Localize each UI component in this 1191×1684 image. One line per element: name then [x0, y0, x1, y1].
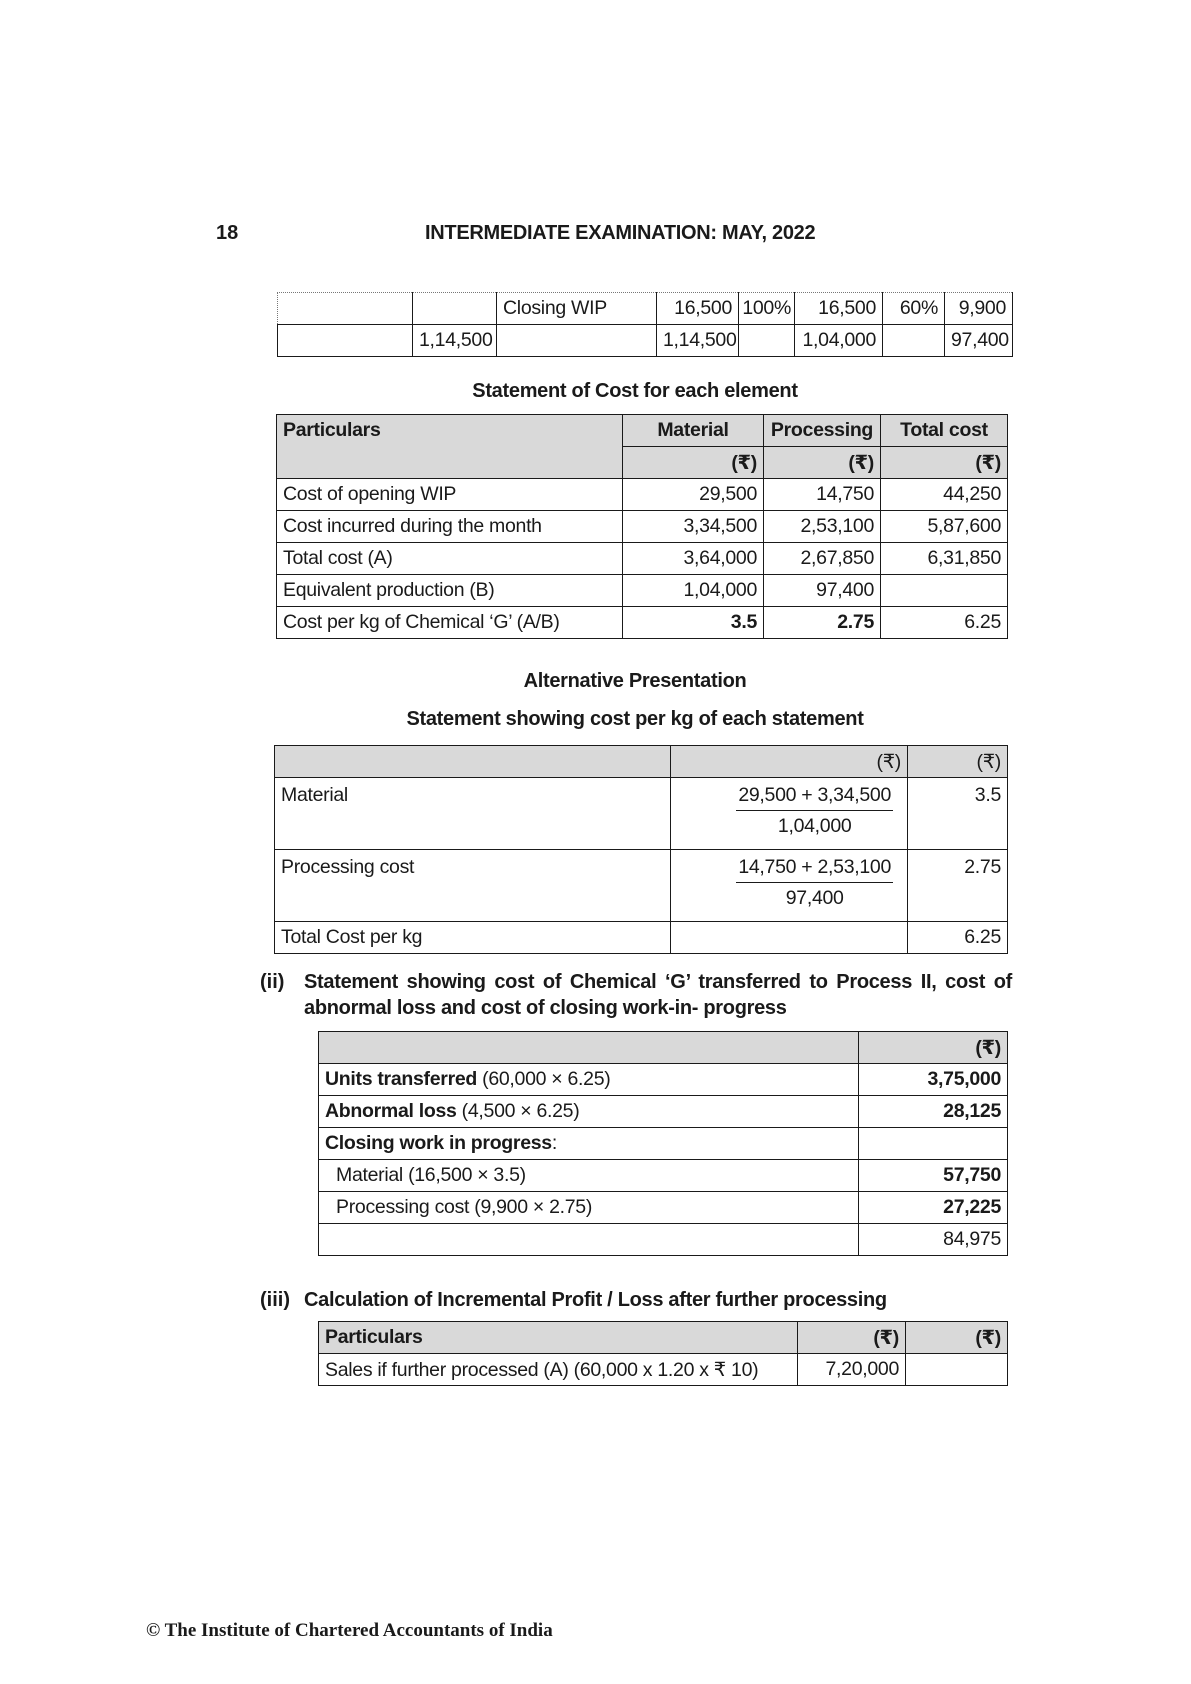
unit-label: (₹) [906, 1322, 1008, 1354]
table-cell: 44,250 [881, 479, 1008, 511]
table-cell: 1,14,500 [657, 325, 739, 357]
column-header-particulars: Particulars [277, 415, 623, 479]
table-row [319, 1224, 1008, 1256]
column-header-total-cost: Total cost [881, 415, 1008, 447]
table-cell: 60% [883, 293, 945, 325]
row-label [319, 1128, 859, 1160]
row-label: Processing cost (9,900 × 2.75) [319, 1192, 859, 1224]
row-label-bold: Closing work in progress [325, 1132, 552, 1154]
table-row [277, 543, 1008, 575]
cost-statement-table [276, 414, 1008, 639]
alternative-subheading: Statement showing cost per kg of each statement [406, 708, 864, 730]
row-label: Material (16,500 × 3.5) [319, 1160, 859, 1192]
alternative-table [274, 745, 1008, 954]
table-cell [275, 746, 671, 778]
row-label: Total cost (A) [277, 543, 623, 575]
table-cell: 3,64,000 [623, 543, 764, 575]
row-label-detail: (60,000 × 6.25) [477, 1068, 611, 1090]
table-cell: 97,400 [764, 575, 881, 607]
table-cell: 27,225 [859, 1192, 1008, 1224]
unit-label: (₹) [798, 1322, 906, 1354]
table-cell [883, 325, 945, 357]
table-cell: 9,900 [945, 293, 1013, 325]
table-row [319, 1128, 1008, 1160]
table-cell: 1,14,500 [413, 325, 497, 357]
row-label: Cost per kg of Chemical ‘G’ (A/B) [277, 607, 623, 639]
fraction-cell [671, 778, 908, 850]
table-cell: 29,500 [623, 479, 764, 511]
table-row [319, 1096, 1008, 1128]
table-cell: Closing WIP [497, 293, 657, 325]
section-ii-table [318, 1031, 1008, 1256]
row-label: Total Cost per kg [275, 922, 671, 954]
table-header-row [319, 1322, 1008, 1354]
table-cell [319, 1032, 859, 1064]
table-row [277, 511, 1008, 543]
table-cell: 3.5 [623, 607, 764, 639]
table-cell: 6.25 [908, 922, 1008, 954]
table-cell: 5,87,600 [881, 511, 1008, 543]
fraction [736, 856, 893, 910]
table-cell [881, 575, 1008, 607]
table-cell: 16,500 [657, 293, 739, 325]
table-cell: 84,975 [859, 1224, 1008, 1256]
table-cell [319, 1224, 859, 1256]
table-header-row [277, 415, 1008, 447]
fraction-numerator: 14,750 + 2,53,100 [736, 856, 893, 883]
table-cell [671, 922, 908, 954]
table-row [277, 575, 1008, 607]
top-continuation-table [277, 292, 1013, 357]
row-label-bold: Units transferred [325, 1068, 478, 1090]
alternative-heading: Alternative Presentation [523, 670, 747, 692]
section-iii-table [318, 1321, 1008, 1386]
row-label: Processing cost [275, 850, 671, 922]
table-cell: 2,67,850 [764, 543, 881, 575]
table-cell: 97,400 [945, 325, 1013, 357]
table-cell: 6,31,850 [881, 543, 1008, 575]
row-label: Cost of opening WIP [277, 479, 623, 511]
table-cell [497, 325, 657, 357]
row-label: Cost incurred during the month [277, 511, 623, 543]
table-row [275, 922, 1008, 954]
fraction-cell [671, 850, 908, 922]
column-header-particulars: Particulars [319, 1322, 798, 1354]
table-cell: 14,750 [764, 479, 881, 511]
unit-label: (₹) [671, 746, 908, 778]
table-row [275, 850, 1008, 922]
table-cell: 100% [739, 293, 795, 325]
table-cell: 2.75 [764, 607, 881, 639]
table-header-row [275, 746, 1008, 778]
footer-copyright: © The Institute of Chartered Accountants of India [146, 1620, 553, 1641]
unit-label: (₹) [623, 447, 764, 479]
table-cell [859, 1128, 1008, 1160]
table-cell [278, 325, 413, 357]
table-row [319, 1160, 1008, 1192]
unit-label: (₹) [764, 447, 881, 479]
table-row [278, 293, 1013, 325]
row-label-detail: : [551, 1132, 557, 1154]
table-row [319, 1064, 1008, 1096]
fraction [736, 784, 893, 838]
table-cell: 3.5 [908, 778, 1008, 850]
unit-label: (₹) [908, 746, 1008, 778]
page-title: INTERMEDIATE EXAMINATION: MAY, 2022 [425, 222, 816, 244]
table-cell: 1,04,000 [795, 325, 883, 357]
row-label-bold: Abnormal loss [325, 1100, 457, 1122]
row-label: Sales if further processed (A) (60,000 x 1.20 x ₹ 10) [319, 1354, 798, 1386]
fraction-denominator: 97,400 [785, 887, 844, 909]
table-cell [413, 293, 497, 325]
page-number: 18 [216, 222, 239, 244]
table-cell [278, 293, 413, 325]
row-label [319, 1096, 859, 1128]
table-row [319, 1354, 1008, 1386]
table-cell: 6.25 [881, 607, 1008, 639]
table-header-row [319, 1032, 1008, 1064]
fraction-numerator: 29,500 + 3,34,500 [736, 784, 893, 811]
table-cell: 3,75,000 [859, 1064, 1008, 1096]
table-cell: 3,34,500 [623, 511, 764, 543]
table-cell: 28,125 [859, 1096, 1008, 1128]
unit-label: (₹) [881, 447, 1008, 479]
section-iii-heading: Calculation of Incremental Profit / Loss after further processing [304, 1289, 887, 1311]
row-label: Material [275, 778, 671, 850]
unit-label: (₹) [859, 1032, 1008, 1064]
fraction-denominator: 1,04,000 [777, 815, 852, 837]
table-cell: 2.75 [908, 850, 1008, 922]
column-header-processing: Processing [764, 415, 881, 447]
table-cell: 2,53,100 [764, 511, 881, 543]
table-row [278, 325, 1013, 357]
table-row [275, 778, 1008, 850]
table-cell: 16,500 [795, 293, 883, 325]
table-row [277, 479, 1008, 511]
table-row [277, 607, 1008, 639]
table-cell [906, 1354, 1008, 1386]
section-ii-heading-line1: Statement showing cost of Chemical ‘G’ transferred to Process II, cost of [304, 971, 1012, 993]
section-iii-marker: (iii) [260, 1289, 290, 1311]
row-label [319, 1064, 859, 1096]
column-header-material: Material [623, 415, 764, 447]
table-row [319, 1192, 1008, 1224]
section-ii-marker: (ii) [260, 971, 285, 993]
table-cell: 1,04,000 [623, 575, 764, 607]
table-cell [739, 325, 795, 357]
row-label-detail: (4,500 × 6.25) [456, 1100, 580, 1122]
table-cell: 57,750 [859, 1160, 1008, 1192]
cost-statement-heading: Statement of Cost for each element [472, 380, 798, 402]
row-label: Equivalent production (B) [277, 575, 623, 607]
table-cell: 7,20,000 [798, 1354, 906, 1386]
section-ii-heading-line2: abnormal loss and cost of closing work-in- progress [304, 997, 787, 1019]
